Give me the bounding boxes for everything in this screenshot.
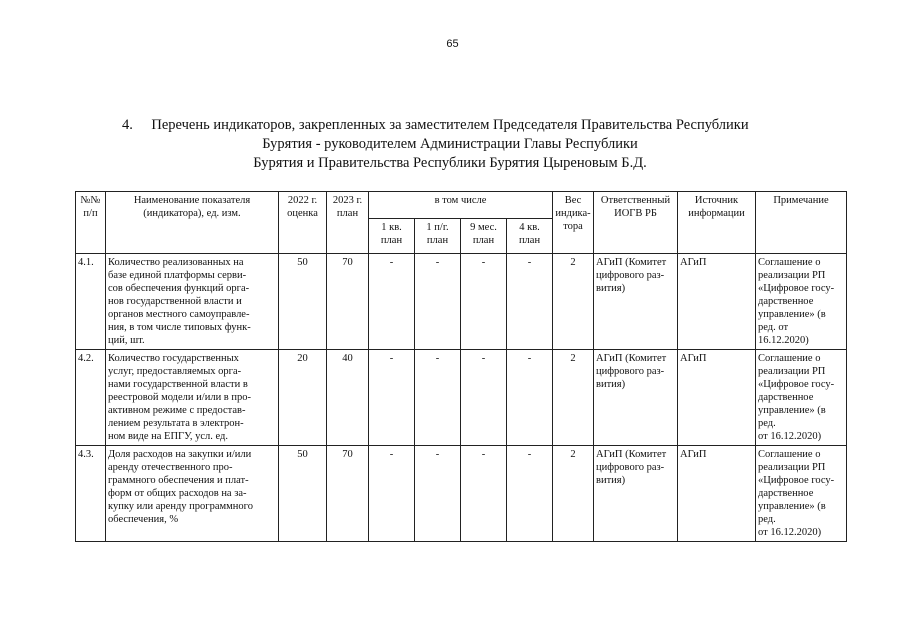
row-indicator-name: Доля расходов на закупки и/или аренду отечественного про- граммного обеспечения и плат- форм от общих расходов на за- купку или аренду программного обеспечения, % bbox=[106, 446, 279, 542]
header-num: №№ п/п bbox=[76, 192, 106, 254]
row-h1: - bbox=[415, 446, 461, 542]
row-source: АГиП bbox=[678, 350, 756, 446]
row-value-2023: 70 bbox=[327, 254, 369, 350]
header-q1: 1 кв. план bbox=[369, 219, 415, 254]
header-2023: 2023 г. план bbox=[327, 192, 369, 254]
row-q4: - bbox=[507, 254, 553, 350]
row-note: Соглашение о реализации РП «Цифровое госу- дарственное управление» (в ред. от 16.12.2020) bbox=[756, 254, 847, 350]
row-9m: - bbox=[461, 350, 507, 446]
row-source: АГиП bbox=[678, 446, 756, 542]
header-9m: 9 мес. план bbox=[461, 219, 507, 254]
row-value-2023: 70 bbox=[327, 446, 369, 542]
table-row bbox=[76, 446, 847, 542]
header-2022: 2022 г. оценка bbox=[279, 192, 327, 254]
heading-line-1: Перечень индикаторов, закрепленных за заместителем Председателя Правительства Республики bbox=[151, 117, 749, 133]
table-header-row bbox=[76, 192, 847, 219]
row-num: 4.3. bbox=[76, 446, 106, 542]
row-source: АГиП bbox=[678, 254, 756, 350]
row-q1: - bbox=[369, 446, 415, 542]
header-h1: 1 п/г. план bbox=[415, 219, 461, 254]
page-number: 65 bbox=[446, 38, 459, 50]
row-note: Соглашение о реализации РП «Цифровое госу- дарственное управление» (в ред. от 16.12.2020) bbox=[756, 350, 847, 446]
row-q1: - bbox=[369, 350, 415, 446]
row-9m: - bbox=[461, 446, 507, 542]
heading-number: 4. bbox=[122, 117, 133, 133]
row-q4: - bbox=[507, 446, 553, 542]
document-heading bbox=[100, 116, 800, 173]
row-responsible: АГиП (Комитет цифрового раз- вития) bbox=[594, 446, 678, 542]
header-name: Наименование показателя (индикатора), ед. изм. bbox=[106, 192, 279, 254]
table-row bbox=[76, 350, 847, 446]
row-note: Соглашение о реализации РП «Цифровое госу- дарственное управление» (в ред. от 16.12.2020) bbox=[756, 446, 847, 542]
header-responsible: Ответственный ИОГВ РБ bbox=[594, 192, 678, 254]
row-weight: 2 bbox=[553, 350, 594, 446]
row-q1: - bbox=[369, 254, 415, 350]
row-responsible: АГиП (Комитет цифрового раз- вития) bbox=[594, 254, 678, 350]
row-responsible: АГиП (Комитет цифрового раз- вития) bbox=[594, 350, 678, 446]
indicators-table bbox=[75, 191, 847, 542]
row-value-2022: 50 bbox=[279, 254, 327, 350]
header-weight: Вес индика- тора bbox=[553, 192, 594, 254]
row-value-2022: 20 bbox=[279, 350, 327, 446]
row-indicator-name: Количество реализованных на базе единой платформы серви- сов обеспечения функций орга- нов государственной власти и органов местного самоуправле- ния, в том числе типовых функ- ций, шт. bbox=[106, 254, 279, 350]
header-including: в том числе bbox=[369, 192, 553, 219]
header-source: Источник информации bbox=[678, 192, 756, 254]
row-q4: - bbox=[507, 350, 553, 446]
table-row bbox=[76, 254, 847, 350]
header-q4: 4 кв. план bbox=[507, 219, 553, 254]
row-weight: 2 bbox=[553, 254, 594, 350]
row-num: 4.1. bbox=[76, 254, 106, 350]
row-num: 4.2. bbox=[76, 350, 106, 446]
row-h1: - bbox=[415, 350, 461, 446]
row-indicator-name: Количество государственных услуг, предоставляемых орга- нами государственной власти в реестровой модели и/или в про- активном режиме с предостав- лением результата в электрон- ном виде на ЕПГУ, усл. ед. bbox=[106, 350, 279, 446]
row-value-2022: 50 bbox=[279, 446, 327, 542]
heading-line-3: Бурятия и Правительства Республики Бурятия Цыреновым Б.Д. bbox=[253, 155, 647, 171]
row-9m: - bbox=[461, 254, 507, 350]
row-weight: 2 bbox=[553, 446, 594, 542]
row-value-2023: 40 bbox=[327, 350, 369, 446]
row-h1: - bbox=[415, 254, 461, 350]
header-note: Примечание bbox=[756, 192, 847, 254]
heading-line-2: Бурятия - руководителем Администрации Главы Республики bbox=[262, 136, 638, 152]
